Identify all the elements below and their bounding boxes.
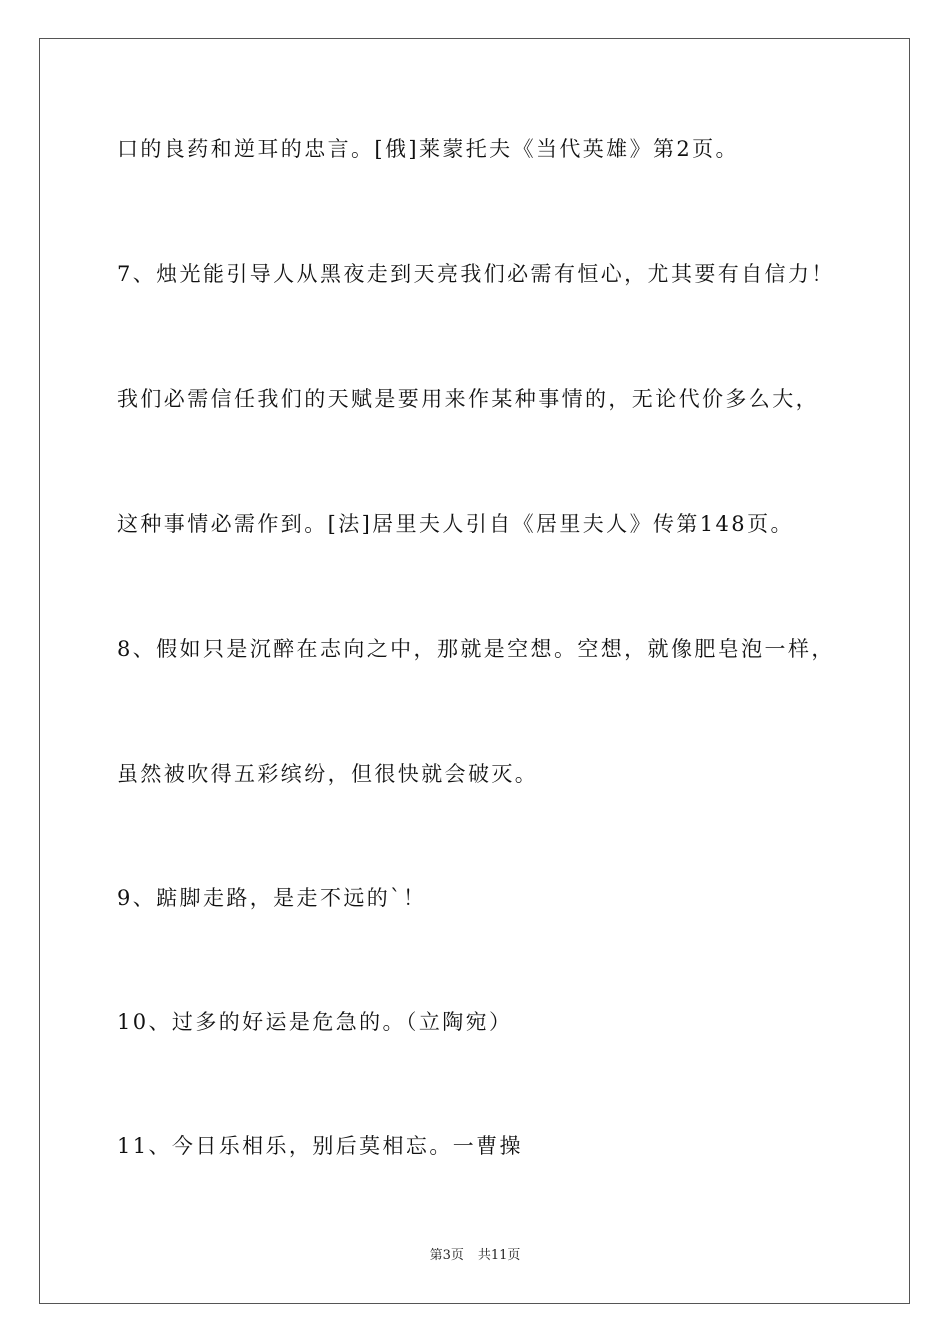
text-line-5: 8、假如只是沉醉在志向之中，那就是空想。空想，就像肥皂泡一样， bbox=[117, 637, 835, 661]
text-line-4: 这种事情必需作到。[法]居里夫人引自《居里夫人》传第148页。 bbox=[117, 512, 794, 536]
text-line-9: 11、今日乐相乐，别后莫相忘。一曹操 bbox=[117, 1134, 523, 1158]
text-line-2: 7、烛光能引导人从黑夜走到天亮我们必需有恒心，尤其要有自信力！ bbox=[117, 262, 835, 286]
total-pages: 共11页 bbox=[477, 1248, 521, 1263]
page-number: 第3页 bbox=[429, 1248, 464, 1263]
page-frame bbox=[39, 38, 910, 1304]
text-line-6: 虽然被吹得五彩缤纷，但很快就会破灭。 bbox=[117, 762, 539, 786]
text-line-7: 9、踮脚走路，是走不远的`！ bbox=[117, 886, 427, 910]
page-footer bbox=[0, 1249, 950, 1262]
text-line-3: 我们必需信任我们的天赋是要用来作某种事情的，无论代价多么大， bbox=[117, 387, 819, 411]
text-line-1: 口的良药和逆耳的忠言。[俄]莱蒙托夫《当代英雄》第2页。 bbox=[117, 137, 739, 161]
text-line-8: 10、过多的好运是危急的。（立陶宛） bbox=[117, 1010, 513, 1034]
